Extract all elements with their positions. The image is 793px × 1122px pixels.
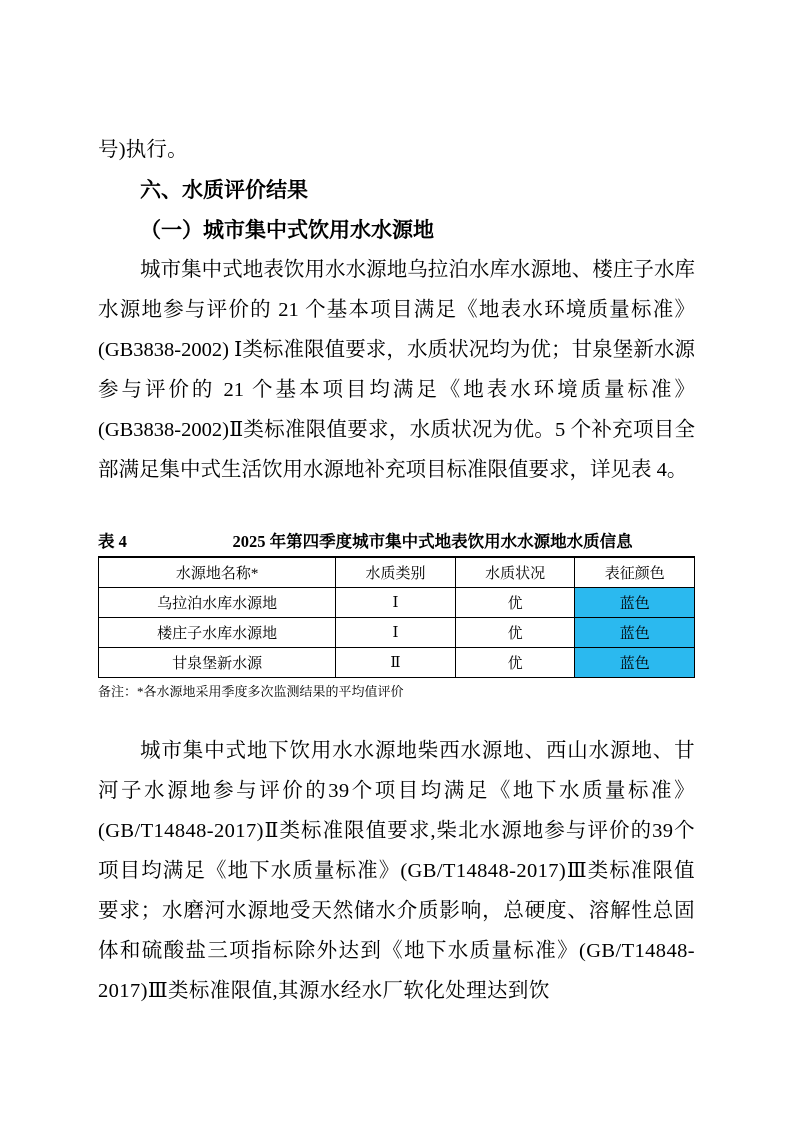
table-cell-status: 优: [455, 648, 575, 678]
table-row: [99, 648, 695, 678]
table-cell-category: Ⅱ: [336, 648, 456, 678]
water-quality-table: [98, 556, 695, 678]
table-row: [99, 618, 695, 648]
spacer: [98, 701, 695, 731]
table-cell-color: 蓝色: [575, 588, 695, 618]
table-cell-category: Ⅰ: [336, 618, 456, 648]
table-cell-status: 优: [455, 588, 575, 618]
table-row: [99, 588, 695, 618]
paragraph-surface-water: 城市集中式地表饮用水水源地乌拉泊水库水源地、楼庄子水库水源地参与评价的 21 个基本项目满足《地表水环境质量标准》(GB3838-2002) Ⅰ类标准限值要求，水质状况均为优；甘泉堡新水源参与评价的 21 个基本项目均满足《地表水环境质量标准》(GB3838-2002)Ⅱ类标准限值要求，水质状况为优。5 个补充项目全部满足集中式生活饮用水源地补充项目标准限值要求，详见表 4。: [98, 259, 695, 481]
table-header-cell-category: 水质类别: [336, 557, 456, 588]
table-caption-title: 2025 年第四季度城市集中式地表饮用水水源地水质信息: [232, 532, 633, 551]
table-caption: [98, 528, 695, 552]
continuation-line: 号)执行。: [98, 139, 188, 161]
paragraph-groundwater: 城市集中式地下饮用水水源地柴西水源地、西山水源地、甘河子水源地参与评价的39个项目均满足《地下水质量标准》(GB/T14848-2017)Ⅱ类标准限值要求,柴北水源地参与评价的39个项目均满足《地下水质量标准》(GB/T14848-2017)Ⅲ类标准限值要求；水磨河水源地受天然储水介质影响，总硬度、溶解性总固体和硫酸盐三项指标除外达到《地下水质量标准》(GB/T14848-2017)Ⅲ类标准限值,其源水经水厂软化处理达到饮: [98, 740, 695, 1002]
table-cell-status: 优: [455, 618, 575, 648]
table-cell-color: 蓝色: [575, 618, 695, 648]
table-header-cell-color: 表征颜色: [575, 557, 695, 588]
section-heading: 六、水质评价结果: [140, 178, 308, 202]
subsection-heading: （一）城市集中式饮用水水源地: [140, 218, 434, 242]
table-header-cell-status: 水质状况: [455, 557, 575, 588]
table-cell-category: Ⅰ: [336, 588, 456, 618]
table-cell-color: 蓝色: [575, 648, 695, 678]
table-caption-label: 表 4: [98, 532, 127, 551]
table-cell-source-name: 楼庄子水库水源地: [99, 618, 336, 648]
table-cell-source-name: 乌拉泊水库水源地: [99, 588, 336, 618]
table-cell-source-name: 甘泉堡新水源: [99, 648, 336, 678]
table-header-row: [99, 557, 695, 588]
table-header-cell-name: 水源地名称*: [99, 557, 336, 588]
table-note: 备注：*各水源地采用季度多次监测结果的平均值评价: [98, 684, 404, 699]
